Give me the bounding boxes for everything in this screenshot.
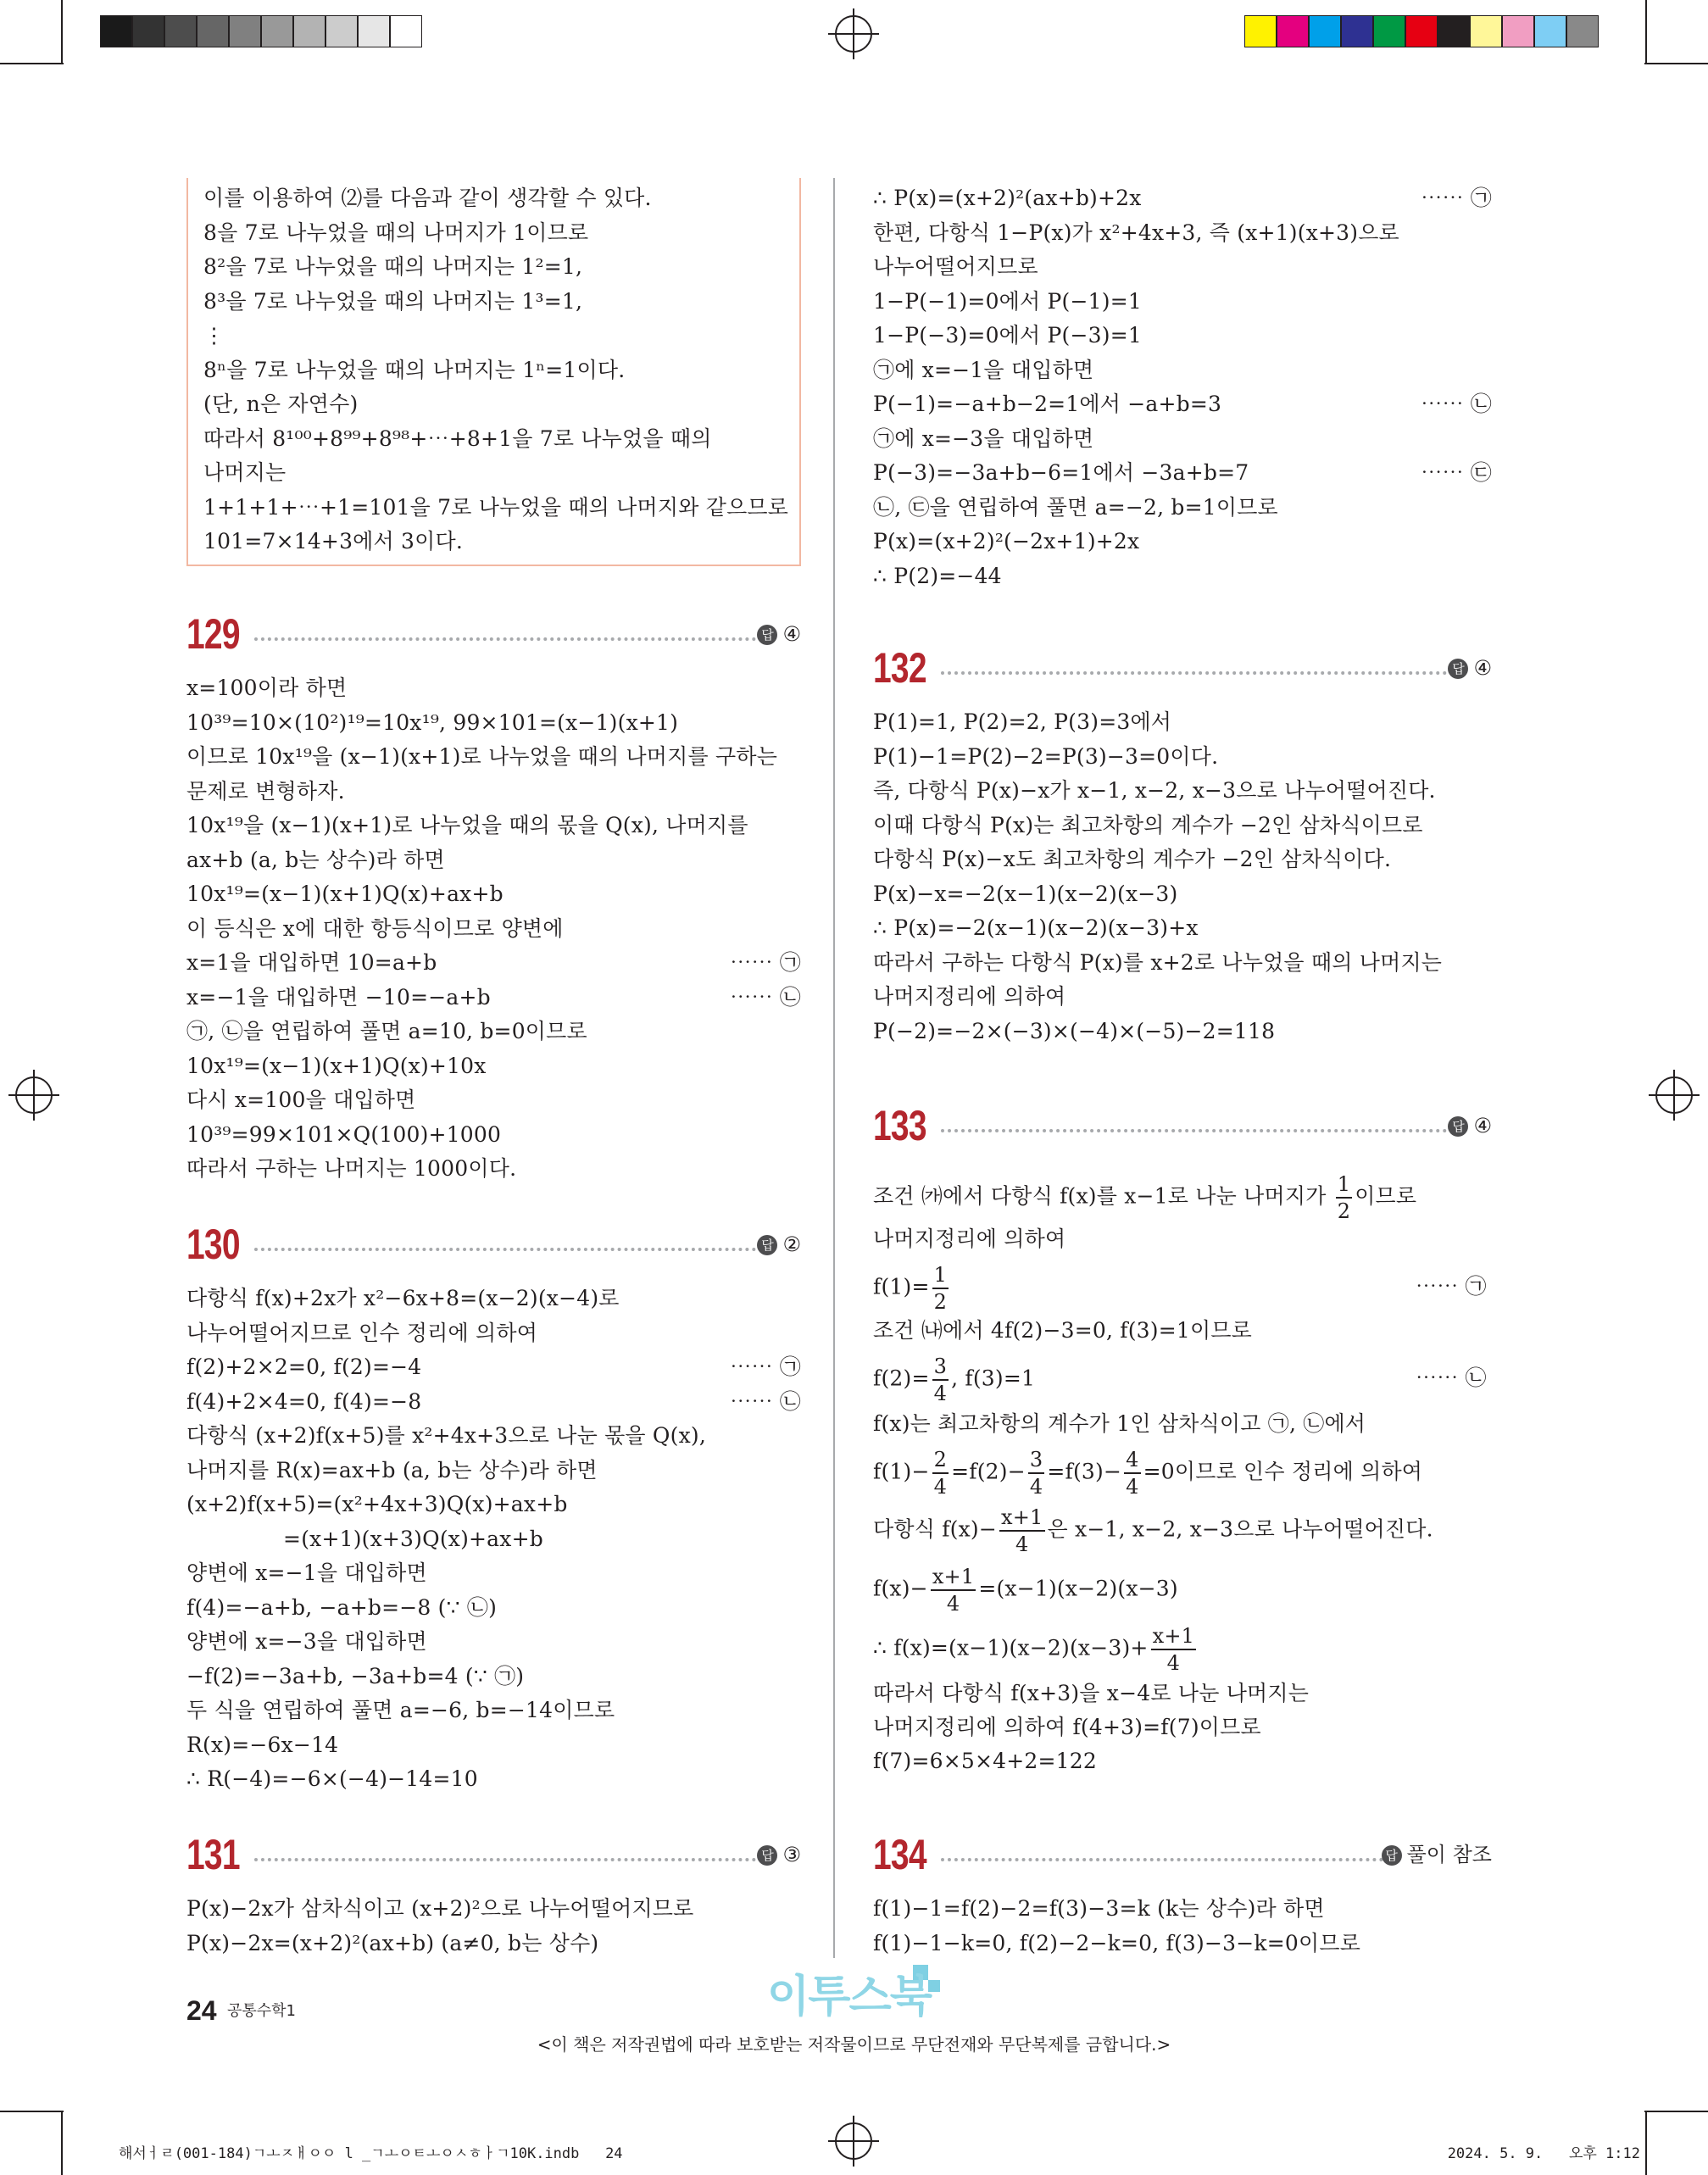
line-text: ∴ R(−4)=−6×(−4)−14=10 <box>186 1766 478 1791</box>
solution-line <box>186 1118 801 1152</box>
gray-swatch <box>293 15 325 47</box>
solution-line <box>186 1625 801 1659</box>
p133-line-6: f(x)는 최고차항의 계수가 1인 삼차식이고 ㉠, ㉡에서 <box>873 1411 1366 1436</box>
page-number: 24 <box>186 1995 217 2026</box>
crop-mark-tl-h <box>0 63 64 64</box>
line-text: x=−1을 대입하면 −10=−a+b <box>186 984 491 1010</box>
problem-130-header <box>186 1219 801 1270</box>
dotted-rule <box>941 1129 1454 1132</box>
solution-line <box>186 1015 801 1049</box>
color-swatch <box>1277 15 1309 47</box>
solution-line <box>203 525 788 559</box>
color-swatch <box>1244 15 1277 47</box>
solution-line <box>203 216 788 250</box>
gray-swatch <box>325 15 358 47</box>
line-text: 10³⁹=99×101×Q(100)+1000 <box>186 1121 502 1147</box>
problem-number: 132 <box>873 644 926 692</box>
dotted-rule <box>254 1248 763 1251</box>
line-text: 한편, 다항식 1−P(x)가 x²+4x+3, 즉 (x+1)(x+3)으로 <box>873 220 1399 245</box>
answer-badge: 답 <box>757 625 777 645</box>
line-text: P(x)−2x=(x+2)²(ax+b) (a≠0, b는 상수) <box>186 1930 599 1955</box>
p133-tag-1: ⋯⋯ ㉠ <box>1416 1274 1487 1299</box>
line-text: 나머지정리에 의하여 <box>873 984 1066 1009</box>
answer-label <box>1448 1112 1492 1139</box>
solution-line <box>203 319 788 353</box>
solution-line <box>186 1522 801 1556</box>
line-text: 8ⁿ을 7로 나누었을 때의 나머지는 1ⁿ=1이다. <box>203 357 626 382</box>
watermark-text: 이투스북 <box>767 1972 931 2022</box>
solution-line <box>873 1927 1492 1961</box>
line-text: 문제로 변형하자. <box>186 778 345 804</box>
crop-mark-tr-h <box>1644 63 1708 64</box>
solution-line <box>873 525 1492 559</box>
solution-line <box>186 1083 801 1117</box>
line-text: ㉠에 x=−1을 대입하면 <box>873 357 1094 382</box>
equation-tag: ⋯⋯ ㉡ <box>730 1388 801 1414</box>
solution-line <box>873 809 1492 843</box>
p133-line-10: ∴ f(x)=(x−1)(x−2)(x−3)+ $\frac{x+1}{4}$ <box>873 1624 1195 1675</box>
solution-line <box>186 1591 801 1625</box>
solution-line <box>203 285 788 319</box>
p133-line-11: 따라서 다항식 f(x+3)을 x−4로 나눈 나머지는 <box>873 1681 1310 1705</box>
line-text: 8³을 7로 나누었을 때의 나머지는 1³=1, <box>203 288 583 314</box>
crop-mark-br-v <box>1645 2112 1647 2175</box>
answer-badge: 답 <box>1448 1116 1468 1137</box>
color-swatch <box>1566 15 1599 47</box>
line-text: ⋮ <box>203 323 225 348</box>
gray-swatch <box>261 15 293 47</box>
answer-label <box>757 1231 801 1258</box>
line-text: 다항식 (x+2)f(x+5)를 x²+4x+3으로 나눈 몫을 Q(x), <box>186 1423 706 1448</box>
line-text: ㉡, ㉢을 연립하여 풀면 a=−2, b=1이므로 <box>873 494 1278 520</box>
line-text: f(4)=−a+b, −a+b=−8 (∵ ㉡) <box>186 1594 498 1620</box>
problem-133-header <box>873 1100 1492 1151</box>
line-text: ax+b (a, b는 상수)라 하면 <box>186 847 445 872</box>
problem-number: 130 <box>186 1221 240 1268</box>
line-text: 이므로 10x¹⁹을 (x−1)(x+1)로 나누었을 때의 나머지를 구하는 <box>186 744 778 769</box>
dotted-rule <box>254 1858 763 1861</box>
line-text: 101=7×14+3에서 3이다. <box>203 529 463 553</box>
crop-mark-br-h <box>1644 2111 1708 2112</box>
line-text: 따라서 구하는 다항식 P(x)를 x+2로 나누었을 때의 나머지는 <box>873 949 1443 975</box>
line-text: 나머지는 <box>203 460 287 485</box>
answer-badge: 답 <box>1382 1845 1402 1866</box>
solution-line <box>203 181 788 215</box>
registration-mark-right <box>1649 1070 1700 1121</box>
gray-swatch <box>229 15 261 47</box>
equation-tag: ⋯⋯ ㉢ <box>1421 460 1492 485</box>
line-text: f(4)+2×4=0, f(4)=−8 <box>186 1388 422 1414</box>
solution-line <box>873 285 1492 319</box>
print-timestamp: 2024. 5. 9. 오후 1:12 <box>1447 2145 1640 2162</box>
solution-line <box>873 319 1492 353</box>
line-text: 8²을 7로 나누었을 때의 나머지는 1²=1, <box>203 254 583 279</box>
solution-line <box>186 1556 801 1590</box>
solution-line <box>186 1152 801 1186</box>
solution-line <box>203 387 788 421</box>
color-swatch <box>1502 15 1534 47</box>
crop-mark-bl-v <box>61 2112 63 2175</box>
solution-line <box>186 1350 801 1384</box>
line-text: f(2)+2×2=0, f(2)=−4 <box>186 1355 422 1379</box>
solution-line <box>186 843 801 877</box>
copyright-notice: <이 책은 저작권법에 따라 보호받는 저작물이므로 무단전재와 무단복제를 금합니다.> <box>537 2034 1171 2055</box>
solution-line <box>873 946 1492 980</box>
registration-mark-left <box>8 1070 59 1121</box>
registration-mark-bottom <box>828 2116 879 2167</box>
problem-131-header <box>186 1829 801 1880</box>
color-swatch <box>1534 15 1566 47</box>
line-text: ㉠, ㉡을 연립하여 풀면 a=10, b=0이므로 <box>186 1019 587 1043</box>
solution-line <box>186 1282 801 1316</box>
gray-swatch <box>164 15 197 47</box>
line-text: ∴ P(2)=−44 <box>873 563 1002 588</box>
equation-tag: ⋯⋯ ㉡ <box>730 984 801 1010</box>
answer-badge: 답 <box>757 1845 777 1866</box>
solution-line <box>186 809 801 843</box>
line-text: 나머지를 R(x)=ax+b (a, b는 상수)라 하면 <box>186 1457 598 1482</box>
p133-line-2: 나머지정리에 의하여 <box>873 1227 1066 1251</box>
line-text: 나누어떨어지므로 <box>873 254 1038 279</box>
p133-line-12: 나머지정리에 의하여 f(4+3)=f(7)이므로 <box>873 1715 1261 1739</box>
problem-number: 134 <box>873 1831 926 1878</box>
line-text: x=100이라 하면 <box>186 676 348 700</box>
line-text: 10x¹⁹=(x−1)(x+1)Q(x)+10x <box>186 1053 487 1078</box>
line-text: f(1)−1−k=0, f(2)−2−k=0, f(3)−3−k=0이므로 <box>873 1930 1361 1955</box>
answer-value: ③ <box>782 1843 801 1866</box>
solution-line <box>203 456 788 490</box>
solution-line <box>873 456 1492 490</box>
problem-number: 131 <box>186 1831 240 1878</box>
equation-tag: ⋯⋯ ㉡ <box>1421 392 1492 416</box>
p133-line-7: f(1)− $\frac{2}{4}$ =f(2)− $\frac{3}{4}$ =f(3)− $\frac{4}{4}$ =0이므로 인수 정리에 의하여 <box>873 1448 1423 1499</box>
p133-line-3: f(1)= $\frac{1}{2}$ <box>873 1263 948 1314</box>
solution-line <box>186 1419 801 1453</box>
p133-tag-2: ⋯⋯ ㉡ <box>1416 1366 1487 1390</box>
solution-line <box>873 740 1492 774</box>
solution-line <box>203 422 788 456</box>
solution-line <box>186 912 801 946</box>
solution-line <box>873 774 1492 808</box>
line-text: ㉠에 x=−3을 대입하면 <box>873 426 1094 451</box>
book-title: 공통수학1 <box>227 2002 297 2020</box>
line-text: 10x¹⁹을 (x−1)(x+1)로 나누었을 때의 몫을 Q(x), 나머지를 <box>186 813 748 837</box>
solution-line <box>186 706 801 740</box>
solution-line <box>186 946 801 980</box>
solution-line <box>873 877 1492 911</box>
line-text: 10³⁹=10×(10²)¹⁹=10x¹⁹, 99×101=(x−1)(x+1) <box>186 709 679 735</box>
line-text: P(x)−x=−2(x−1)(x−2)(x−3) <box>873 881 1178 906</box>
line-text: 두 식을 연립하여 풀면 a=−6, b=−14이므로 <box>186 1698 615 1722</box>
color-swatch <box>1373 15 1405 47</box>
gray-swatch <box>358 15 390 47</box>
solution-line <box>186 775 801 809</box>
solution-line <box>873 705 1492 739</box>
color-swatch <box>1309 15 1341 47</box>
solution-line <box>186 981 801 1015</box>
solution-line <box>186 1316 801 1350</box>
line-text: 양변에 x=−3을 대입하면 <box>186 1629 427 1654</box>
watermark-logo <box>767 1965 945 2024</box>
line-text: =(x+1)(x+3)Q(x)+ax+b <box>186 1526 543 1551</box>
line-text: 따라서 구하는 나머지는 1000이다. <box>186 1156 517 1181</box>
dotted-rule <box>254 637 763 641</box>
problem-129-header <box>186 609 801 659</box>
line-text: P(1)−1=P(2)−2=P(3)−3=0이다. <box>873 743 1219 769</box>
solution-line <box>873 911 1492 945</box>
solution-line <box>186 1892 801 1926</box>
solution-line <box>873 181 1492 215</box>
solution-line <box>873 843 1492 876</box>
p133-line-13: f(7)=6×5×4+2=122 <box>873 1749 1097 1773</box>
line-text: 다항식 P(x)−x도 최고차항의 계수가 −2인 삼차식이다. <box>873 847 1392 871</box>
color-swatch <box>1438 15 1470 47</box>
line-text: 1+1+1+⋯+1=101을 7로 나누었을 때의 나머지와 같으므로 <box>203 494 789 520</box>
line-text: P(1)=1, P(2)=2, P(3)=3에서 <box>873 709 1172 734</box>
crop-mark-bl-h <box>0 2111 64 2112</box>
answer-badge: 답 <box>1448 659 1468 679</box>
line-text: R(x)=−6x−14 <box>186 1732 339 1757</box>
line-text: P(x)−2x가 삼차식이고 (x+2)²으로 나누어떨어지므로 <box>186 1896 694 1921</box>
p133-line-5: f(2)= $\frac{3}{4}$ , f(3)=1 <box>873 1355 1036 1405</box>
line-text: f(1)−1=f(2)−2=f(3)−3=k (k는 상수)라 하면 <box>873 1896 1325 1921</box>
answer-value: ④ <box>1473 1114 1492 1138</box>
solution-line <box>186 1762 801 1796</box>
line-text: P(−1)=−a+b−2=1에서 −a+b=3 <box>873 392 1222 416</box>
line-text: 다항식 f(x)+2x가 x²−6x+8=(x−2)(x−4)로 <box>186 1286 620 1310</box>
line-text: 따라서 8¹⁰⁰+8⁹⁹+8⁹⁸+⋯+8+1을 7로 나누었을 때의 <box>203 426 712 451</box>
solution-line <box>186 740 801 774</box>
line-text: ∴ P(x)=(x+2)²(ax+b)+2x <box>873 186 1142 210</box>
solution-line <box>203 353 788 387</box>
line-text: 이 등식은 x에 대한 항등식이므로 양변에 <box>186 915 564 941</box>
line-text: (x+2)f(x+5)=(x²+4x+3)Q(x)+ax+b <box>186 1492 568 1516</box>
dotted-rule <box>941 1858 1390 1861</box>
file-name: 해서ㅓㄹ(001-184)ㄱㅗㅈㅐㅇㅇ l _ㄱㅗㅇㅌㅗㅇㅅㅎㅏㄱ10K.indb 24 <box>119 2145 623 2162</box>
registration-mark-top <box>828 8 879 59</box>
line-text: 양변에 x=−1을 대입하면 <box>186 1560 427 1585</box>
line-text: 이때 다항식 P(x)는 최고차항의 계수가 −2인 삼차식이므로 <box>873 812 1423 837</box>
equation-tag: ⋯⋯ ㉠ <box>730 1355 801 1379</box>
solution-line <box>186 1694 801 1727</box>
solution-line <box>873 491 1492 525</box>
solution-line <box>186 1454 801 1488</box>
dotted-rule <box>941 671 1454 675</box>
crop-mark-tr-v <box>1645 0 1647 63</box>
line-text: P(x)=(x+2)²(−2x+1)+2x <box>873 529 1140 553</box>
equation-tag: ⋯⋯ ㉠ <box>1421 186 1492 210</box>
fraction: $\frac{1}{2}$ <box>1337 1172 1351 1223</box>
answer-label <box>757 620 801 648</box>
solution-line <box>873 422 1492 456</box>
line-text: 다시 x=100을 대입하면 <box>186 1088 416 1112</box>
crop-mark-tl-v <box>61 0 63 63</box>
problem-number: 129 <box>186 610 240 658</box>
line-text: P(−2)=−2×(−3)×(−4)×(−5)−2=118 <box>873 1018 1276 1043</box>
p133-line-8: 다항식 f(x)− $\frac{x+1}{4}$ 은 x−1, x−2, x−3으로 나누어떨어진다. <box>873 1505 1433 1556</box>
problem-number: 133 <box>873 1102 926 1149</box>
color-swatch <box>1341 15 1373 47</box>
gray-swatch <box>132 15 164 47</box>
problem-132-header <box>873 642 1492 693</box>
solution-line <box>186 1728 801 1762</box>
answer-value: 풀이 참조 <box>1406 1843 1492 1866</box>
line-text: x=1을 대입하면 10=a+b <box>186 950 437 975</box>
column-divider <box>833 178 835 1958</box>
color-swatch <box>1405 15 1438 47</box>
solution-line <box>186 1488 801 1521</box>
solution-line <box>873 980 1492 1014</box>
line-text: 1−P(−1)=0에서 P(−1)=1 <box>873 288 1142 314</box>
solution-line <box>873 216 1492 250</box>
line-text: −f(2)=−3a+b, −3a+b=4 (∵ ㉠) <box>186 1663 525 1688</box>
equation-tag: ⋯⋯ ㉠ <box>730 950 801 975</box>
line-text: 즉, 다항식 P(x)−x가 x−1, x−2, x−3으로 나누어떨어진다. <box>873 778 1436 803</box>
answer-badge: 답 <box>757 1235 777 1255</box>
line-text: 이를 이용하여 ⑵를 다음과 같이 생각할 수 있다. <box>203 186 652 210</box>
line-text: 10x¹⁹=(x−1)(x+1)Q(x)+ax+b <box>186 882 503 906</box>
solution-line <box>873 353 1492 387</box>
answer-value: ② <box>782 1232 801 1256</box>
gray-swatch <box>390 15 422 47</box>
answer-label <box>1448 654 1492 681</box>
answer-label <box>1382 1841 1492 1868</box>
color-swatch <box>1470 15 1502 47</box>
line-text: ∴ P(x)=−2(x−1)(x−2)(x−3)+x <box>873 915 1199 940</box>
solution-line <box>203 491 788 525</box>
answer-value: ④ <box>782 622 801 646</box>
gray-swatch <box>100 15 132 47</box>
solution-line <box>186 1385 801 1419</box>
solution-line <box>186 877 801 911</box>
solution-line <box>186 1927 801 1961</box>
line-text: 1−P(−3)=0에서 P(−3)=1 <box>873 323 1142 348</box>
solution-line <box>873 1892 1492 1926</box>
gray-swatch <box>197 15 229 47</box>
solution-line <box>186 1660 801 1694</box>
p133-line-1: 조건 ㈎에서 다항식 f(x)를 x−1로 나눈 나머지가 $\frac{1}{2}$ 이므로 <box>873 1172 1417 1223</box>
solution-line <box>873 250 1492 284</box>
line-text: 8을 7로 나누었을 때의 나머지가 1이므로 <box>203 220 589 245</box>
line-text: 나누어떨어지므로 인수 정리에 의하여 <box>186 1320 538 1345</box>
solution-line <box>186 1049 801 1083</box>
solution-line <box>873 559 1492 593</box>
problem-134-header <box>873 1829 1492 1880</box>
line-text: P(−3)=−3a+b−6=1에서 −3a+b=7 <box>873 460 1249 485</box>
answer-label <box>757 1841 801 1868</box>
solution-line <box>203 250 788 284</box>
solution-line <box>873 1015 1492 1049</box>
answer-value: ④ <box>1473 656 1492 680</box>
line-text: (단, n은 자연수) <box>203 392 359 416</box>
solution-line <box>873 387 1492 421</box>
solution-line <box>186 671 801 705</box>
p133-line-4: 조건 ㈏에서 4f(2)−3=0, f(3)=1이므로 <box>873 1318 1253 1343</box>
p133-line-9: f(x)− $\frac{x+1}{4}$ =(x−1)(x−2)(x−3) <box>873 1565 1178 1616</box>
